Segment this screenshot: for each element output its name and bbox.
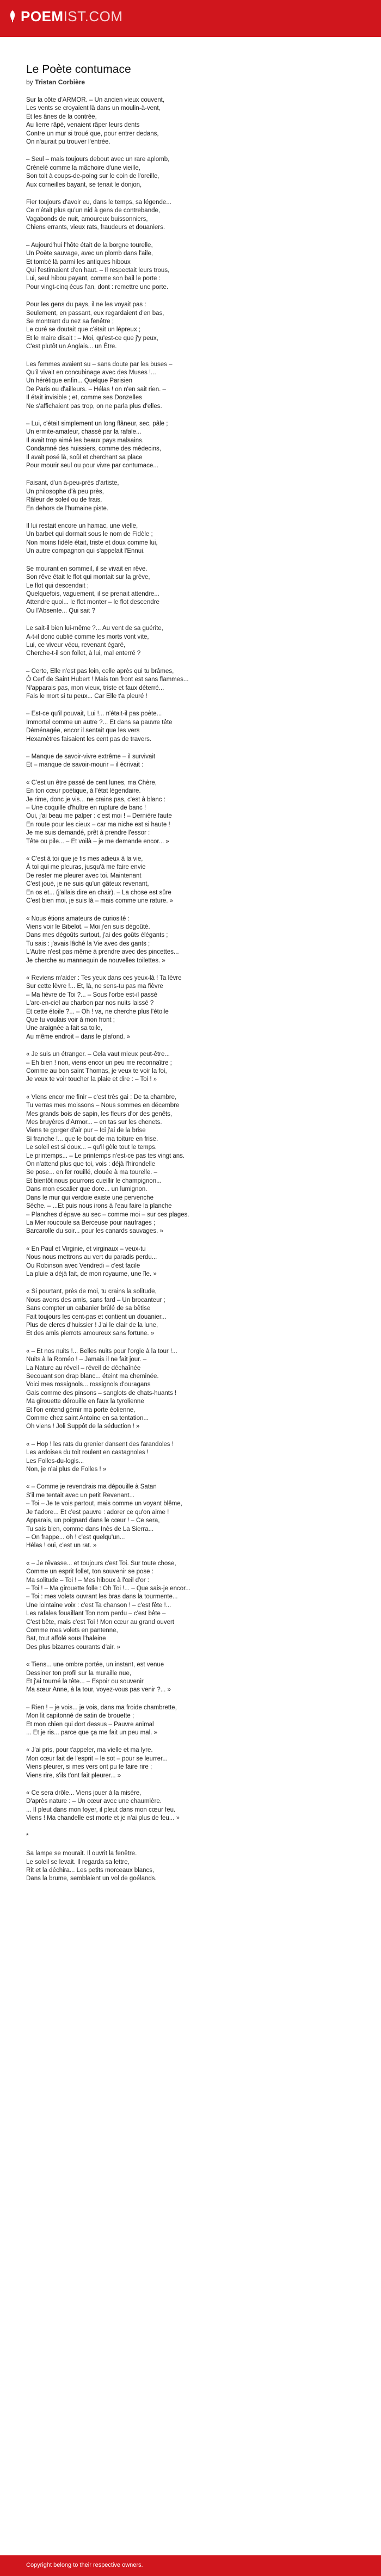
poem-line: ... Il pleut dans mon foyer, il pleut dans mon cœur feu.	[26, 1806, 176, 1813]
poem-line: Tu sais : j'avais lâché la Vie avec des gants ;	[26, 940, 150, 947]
poem-stanza	[26, 1789, 355, 1823]
poem-line: La Nature au réveil – réveil de déchaînée	[26, 1364, 141, 1372]
poem-line: – Manque de savoir-vivre extrême – il survivait	[26, 753, 156, 760]
poem-line: En os et... (j'allais dire en chair). – La chose est sûre	[26, 889, 171, 896]
poem-line: Apparais, un poignard dans le cœur ! – Ce sera,	[26, 1517, 160, 1524]
poem-line: N'apparais pas, mon vieux, triste et faux déterré...	[26, 684, 164, 691]
poem-line: Aux corneilles bayant, se tenait le donjon,	[26, 181, 142, 188]
poem-line: Un ermite-amateur, chassé par la rafale...	[26, 429, 142, 436]
poem-stanza	[26, 915, 355, 965]
poem-line: Pour les gens du pays, il ne les voyait pas :	[26, 301, 146, 308]
poem-stanza	[26, 1560, 355, 1652]
poem-line: Ma girouette dérouille en faux la tyrolienne	[26, 1398, 144, 1405]
poem-line: Le sait-il bien lui-même ?... Au vent de sa guérite,	[26, 625, 163, 632]
poem-line: Seulement, en passant, eux regardaient d'en bas,	[26, 310, 164, 317]
poem-line: En ton cœur poétique, à l'état légendaire.	[26, 788, 141, 795]
poem-line: Sans compter un cabanier brûlé de sa bêtise	[26, 1305, 151, 1312]
poem-line: Que tu voulais voir à mon front ;	[26, 1016, 115, 1023]
poem-line: D'après nature : – Un cœur avec une chaumière.	[26, 1798, 162, 1805]
poem-line: « C'est un être passé de cent lunes, ma Chère,	[26, 779, 157, 786]
poem-stanza	[26, 1850, 355, 1883]
poem-line: Déménagée, encor il sentait que les vers	[26, 727, 140, 734]
poem-line: Et bientôt nous pourrons cueillir le champignon...	[26, 1177, 162, 1184]
poem-line: L'Autre n'est pas même à prendre avec des pincettes...	[26, 949, 179, 956]
poem-line: A-t-il donc oublié comme les morts vont vite,	[26, 633, 149, 640]
poem-line: Le soleil est si doux... – qu'il gèle tout le temps.	[26, 1144, 157, 1151]
poem-line: Comme un esprit follet, ton souvenir se pose :	[26, 1568, 153, 1576]
poem-stanza	[26, 1832, 355, 1840]
poem-stanza	[26, 1288, 355, 1338]
poem-line: Mon lit capitonné de satin de brouette ;	[26, 1713, 134, 1720]
poem-line: Oui, j'ai beau me palper : c'est moi ! – Dernière faute	[26, 813, 172, 820]
poem-line: Condamné des huissiers, comme des médecins,	[26, 446, 162, 453]
poem-line: Et le maire disait : – Moi, qu'est-ce que j'y peux,	[26, 335, 158, 342]
poem-line: Les ardoises du toit roulent en castagnoles !	[26, 1449, 149, 1456]
poem-line: Les rafales fouaillant Ton nom perdu – c'est bête –	[26, 1610, 166, 1617]
poem-line: « Viens encor me finir – c'est très gai : De ta chambre,	[26, 1094, 177, 1101]
poem-line: Et j'ai tourné la tête... – Espoir ou souvenir	[26, 1678, 144, 1685]
poem-line: – Toi – Je te vois partout, mais comme un voyant blême,	[26, 1500, 182, 1508]
poem-line: « – Et nos nuits !... Belles nuits pour l'orgie à la tour !...	[26, 1348, 177, 1355]
poem-line: Crénelé comme la mâchoire d'une vieille,	[26, 164, 140, 171]
poem-line: Tu sais bien, comme dans Inès de La Sierra...	[26, 1525, 154, 1533]
poem-line: Râleur de soleil ou de frais,	[26, 497, 102, 504]
poem-line: Se pose... en fer rouillé, clouée à ma tourelle. –	[26, 1169, 158, 1176]
poem-stanza	[26, 420, 355, 470]
poem-line: Ne s'affichaient pas trop, on ne parla plus d'elles.	[26, 403, 162, 410]
poem-content	[26, 63, 355, 1893]
poem-line: Sur cette lèvre !... Et, là, ne sens-tu pas ma fièvre	[26, 983, 163, 990]
poem-line: Lui, seul hibou payant, comme son bail le porte :	[26, 275, 161, 282]
poem-line: À toi qui me pleuras, jusqu'à me faire envie	[26, 864, 146, 871]
poem-line: Ma sœur Anne, à la tour, voyez-vous pas venir ?... »	[26, 1687, 171, 1694]
quill-icon	[8, 10, 17, 23]
poem-line: C'est bête, mais c'est Toi ! Mon cœur au grand ouvert	[26, 1619, 174, 1626]
poem-stanza	[26, 242, 355, 292]
poem-line: Nuits à la Roméo ! – Jamais il ne fait jour. –	[26, 1356, 147, 1363]
poem-line: Rit et la déchira... Les petits morceaux blancs,	[26, 1867, 155, 1874]
poem-line: Ma solitude – Toi ! – Mes hiboux à l'œil d'or :	[26, 1577, 149, 1584]
poem-line: Un Poète sauvage, avec un plomb dans l'aile,	[26, 250, 153, 257]
poem-stanza	[26, 1661, 355, 1695]
poem-line: Voici mes rossignols... rossignols d'ouragans	[26, 1381, 151, 1388]
poem-line: « C'est à toi que je fis mes adieux à la vie,	[26, 856, 143, 863]
poem-line: « – Hop ! les rats du grenier dansent des farandoles !	[26, 1441, 174, 1448]
poem-stanza	[26, 779, 355, 846]
poem-stanza	[26, 625, 355, 658]
poem-stanza	[26, 1348, 355, 1431]
poem-line: Viens rire, s'ils t'ont fait pleurer... »	[26, 1772, 121, 1779]
poem-line: Non moins fidèle était, triste et doux comme lui,	[26, 539, 158, 546]
poem-line: La pluie a déjà fait, de mon royaume, une île. »	[26, 1270, 157, 1277]
poem-line: *	[26, 1832, 29, 1839]
poem-line: La Mer roucoule sa Berceuse pour naufrages ;	[26, 1219, 156, 1226]
poem-line: Vagabonds de nuit, amoureux buissonniers,	[26, 215, 148, 223]
poem-line: Mes bruyères d'Armor... – en tas sur les chenets.	[26, 1119, 162, 1126]
poem-line: Comme au bon saint Thomas, je veux te voir la foi,	[26, 1068, 167, 1074]
poem-stanza	[26, 1094, 355, 1236]
poem-line: Gais comme des pinsons – sanglots de chats-huants !	[26, 1389, 177, 1397]
poem-line: – Eh bien ! non, viens encor un peu me reconnaître ;	[26, 1059, 172, 1066]
poem-line: Viens voir le Bibelot. – Moi j'en suis dégoûté.	[26, 923, 150, 930]
poem-line: Lui, ce viveur vécu, revenant égaré,	[26, 641, 126, 648]
poem-line: Son rêve était le flot qui montait sur la grève,	[26, 574, 150, 581]
poem-line: Faisant, d'un à-peu-près d'artiste,	[26, 480, 119, 487]
poem-line: Mes grands bois de sapin, les fleurs d'or des genêts,	[26, 1110, 173, 1117]
poem-line: Je veux te voir toucher la plaie et dire : – Toi ! »	[26, 1076, 157, 1083]
poem-line: Plus de clercs d'huissier ! J'ai le clair de la lune,	[26, 1321, 158, 1329]
poem-line: « Reviens m'aider : Tes yeux dans ces yeux-là ! Ta lèvre	[26, 974, 182, 981]
poem-line: Dessiner ton profil sur la muraille nue,	[26, 1670, 132, 1677]
poem-line: Au lierre râpé, venaient râper leurs dents	[26, 122, 140, 129]
poem-title: Le Poète contumace	[26, 63, 131, 76]
poem-line: ... Et je ris... parce que ça me fait un peu mal. »	[26, 1729, 157, 1737]
poem-line: Fais le mort si tu peux... Car Elle t'a pleuré !	[26, 693, 148, 700]
poem-line: Je t'adore... Et c'est pauvre : adorer ce qu'on aime !	[26, 1509, 169, 1516]
poem-line: Dans le mur qui verdoie existe une pervenche	[26, 1194, 153, 1201]
poem-line: Les femmes avaient su – sans doute par les buses –	[26, 361, 173, 368]
poem-line: Se montrant du nez sa fenêtre ;	[26, 318, 114, 325]
poem-line: Son toit à coups-de-poing sur le coin de l'oreille,	[26, 173, 159, 180]
poem-line: En dehors de l'humaine piste.	[26, 505, 109, 512]
poem-line: En route pour les cieux – car ma niche est si haute !	[26, 821, 170, 828]
poem-line: – Aujourd'hui l'hôte était de la borgne tourelle,	[26, 242, 153, 249]
poem-line: « Je suis un étranger. – Cela vaut mieux peut-être...	[26, 1051, 170, 1058]
poem-line: « Tiens... une ombre portée, un instant, est venue	[26, 1661, 164, 1669]
poem-line: Dans mes dégoûts surtout, j'ai des goûts élégants ;	[26, 932, 168, 939]
poem-line: L'arc-en-ciel au charbon par nos nuits laissé ?	[26, 1000, 154, 1007]
poem-line: Un barbet qui dormait sous le nom de Fidèle ;	[26, 531, 153, 538]
logo-wordmark-suffix: IST.COM	[63, 8, 123, 24]
poem-line: Il avait posé là, soûl et cherchant sa place	[26, 454, 143, 461]
poem-line: Ou Robinson avec Vendredi – c'est facile	[26, 1262, 140, 1269]
poem-line: Mon cœur fait de l'esprit – le sot – pour se leurrer...	[26, 1755, 168, 1762]
poem-line: Viens te gorger d'air pur – Ici j'ai de la brise	[26, 1127, 146, 1134]
poem-line: Pour vingt-cinq écus l'an, dont : remettre une porte.	[26, 283, 169, 291]
site-header	[0, 0, 381, 37]
poem-line: Et – manque de savoir-mourir – il écrivait :	[26, 762, 144, 769]
poem-stanza	[26, 1245, 355, 1279]
poem-line: « Si pourtant, près de moi, tu crains la solitude,	[26, 1288, 157, 1295]
poem-line: De Paris ou d'ailleurs. – Hélas ! on n'en sait rien. –	[26, 386, 166, 393]
poem-stanza	[26, 199, 355, 232]
poem-line: Si franche !... que le bout de ma toiture en frise.	[26, 1135, 158, 1142]
poem-line: Le curé se doutait que c'était un lépreux ;	[26, 326, 140, 333]
poem-line: Il avait trop aimé les beaux pays malsains.	[26, 437, 144, 444]
poem-line: On n'attend plus que toi, vois : déjà l'hirondelle	[26, 1161, 156, 1168]
poem-line: Un hérétique enfin... Quelque Parisien	[26, 378, 132, 385]
site-footer	[0, 2555, 381, 2576]
poem-line: – Est-ce qu'il pouvait, Lui !... n'était-il pas poète...	[26, 711, 162, 718]
poem-line: « J'ai pris, pour t'appeler, ma vielle et ma lyre.	[26, 1747, 153, 1754]
poem-line: Ô Cerf de Saint Hubert ! Mais ton front est sans flammes...	[26, 676, 189, 683]
poem-line: Qu'il vivait en concubinage avec des Muses !...	[26, 369, 156, 376]
poem-line: Immortel comme un autre ?... Et dans sa pauvre tête	[26, 719, 173, 726]
poem-stanza	[26, 974, 355, 1041]
author-name[interactable]: Tristan Corbière	[35, 78, 85, 86]
poem-line: Sèche. – ...Et puis nous irons à l'eau faire la planche	[26, 1203, 172, 1210]
poem-stanza	[26, 1051, 355, 1084]
poem-line: De rester me pleurer avec toi. Maintenant	[26, 872, 142, 879]
poem-line: Dans mon escalier que dore... un lumignon.	[26, 1186, 148, 1193]
poem-line: Oh viens ! Joli Suppôt de la séduction ! »	[26, 1423, 140, 1430]
poem-line: Et les ânes de la contrée,	[26, 113, 97, 120]
poem-line: – Certe, Elle n'est pas loin, celle après qui tu brâmes,	[26, 668, 174, 675]
poem-line: C'est plutôt un Anglais... un Être.	[26, 343, 117, 350]
poem-stanza	[26, 668, 355, 701]
poem-stanza	[26, 753, 355, 770]
poem-stanza	[26, 156, 355, 189]
poem-line: – Toi ! – Ma girouette folle : Oh Toi !... – Que sais-je encor...	[26, 1585, 190, 1592]
poem-stanza	[26, 479, 355, 513]
poem-line: Viens pleurer, si mes vers ont pu te faire rire ;	[26, 1764, 152, 1771]
poem-line: Hélas ! oui, c'est un rat. »	[26, 1542, 97, 1549]
poem-line: – Toi : mes volets ouvrant les bras dans la tourmente...	[26, 1593, 178, 1601]
poem-line: S'il me tentait avec un petit Revenant...	[26, 1492, 135, 1499]
poem-line: Et cette étoile ?... – Oh ! va, ne cherche plus l'étoile	[26, 1008, 169, 1015]
poem-line: Il était invisible ; et, comme ses Donzelles	[26, 394, 142, 401]
poem-line: Nous nous mettrons au vert du paradis perdu...	[26, 1254, 157, 1261]
poem-line: Hexamètres faisaient les cent pas de travers.	[26, 736, 152, 743]
poem-line: C'est joué, je ne suis qu'un gâteux revenant,	[26, 881, 149, 888]
poem-line: Et tombé là parmi les antiques hiboux	[26, 258, 131, 265]
poem-line: – On frappe... oh ! c'est quelqu'un...	[26, 1534, 125, 1541]
site-logo[interactable]	[8, 9, 123, 23]
poem-line: Un philosophe d'à peu près,	[26, 488, 104, 495]
poem-line: Qui l'estimaient d'en haut. – Il respectait leurs trous,	[26, 267, 170, 274]
poem-line: Se mourant en sommeil, il se vivait en rêve.	[26, 565, 148, 572]
poem-line: Non, je n'ai plus de Folles ! »	[26, 1466, 107, 1473]
poem-line: Et mon chien qui dort dessus – Pauvre animal	[26, 1721, 154, 1728]
poem-line: Le flot qui descendait ;	[26, 582, 89, 589]
logo-wordmark-main: POEM	[21, 8, 64, 24]
poem-line: Fier toujours d'avoir eu, dans le temps, sa légende...	[26, 199, 171, 206]
poem-byline	[26, 78, 355, 87]
poem-line: Au même endroit – dans le plafond. »	[26, 1033, 131, 1040]
poem-line: Quelquefois, vaguement, il se prenait attendre...	[26, 590, 159, 597]
poem-line: Je rime, donc je vis... ne crains pas, c'est à blanc :	[26, 796, 165, 803]
poem-line: Comme chez saint Antoine en sa tentation...	[26, 1415, 149, 1422]
poem-line: « – Je rêvasse... et toujours c'est Toi. Sur toute chose,	[26, 1560, 176, 1567]
poem-line: Fait toujours les cent-pas et contient un douanier...	[26, 1313, 167, 1320]
logo-wordmark	[21, 9, 123, 23]
poem-line: Nous avons des amis, sans fard – Un brocanteur ;	[26, 1296, 165, 1304]
poem-line: Le soleil se levait. Il regarda sa lettre,	[26, 1858, 130, 1865]
poem-stanza	[26, 710, 355, 744]
poem-line: Et des amis pierrots amoureux sans fortune. »	[26, 1330, 155, 1337]
poem-line: – Planches d'épave au sec – comme moi – sur ces plages.	[26, 1211, 189, 1218]
poem-line: Attendre quoi... le flot monter – le flot descendre	[26, 599, 159, 606]
poem-stanza	[26, 301, 355, 351]
poem-line: Tu verras mes moissons – Nous sommes en décembre	[26, 1102, 180, 1109]
poem-line: – Ma fièvre de Toi ?... – Sous l'orbe est-il passé	[26, 991, 158, 998]
poem-line: – Rien ! – je vois... je vois, dans ma froide chambrette,	[26, 1704, 177, 1711]
poem-line: Sur la côte d'ARMOR. – Un ancien vieux couvent,	[26, 97, 165, 103]
poem-stanza	[26, 855, 355, 905]
poem-line: Comme mes volets en pantenne,	[26, 1627, 118, 1634]
poem-line: « Ce sera drôle... Viens jouer à la misère,	[26, 1790, 142, 1797]
poem-line: « – Comme je revendrais ma dépouille à Satan	[26, 1484, 157, 1491]
poem-line: Chiens errants, vieux rats, fraudeurs et douaniers.	[26, 224, 165, 231]
copyright-notice: Copyright belong to their respective owners.	[26, 2562, 143, 2568]
poem-line: Ou l'Absente... Qui sait ?	[26, 607, 95, 614]
poem-line: « En Paul et Virginie, et virginaux – veux-tu	[26, 1245, 146, 1252]
poem-line: Le printemps... – Le printemps n'est-ce pas tes vingt ans.	[26, 1152, 185, 1159]
poem-line: « Nous étions amateurs de curiosité :	[26, 915, 130, 922]
poem-stanza	[26, 96, 355, 146]
poem-line: – Seul – mais toujours debout avec un rare aplomb,	[26, 156, 170, 163]
poem-line: – Lui, c'était simplement un long flâneur, sec, pâle ;	[26, 421, 168, 427]
poem-line: Secouant son drap blanc... éteint ma cheminée.	[26, 1373, 159, 1380]
poem-line: Barcarolle du soir... pour les canards sauvages. »	[26, 1228, 163, 1235]
poem-line: Bat, tout affolé sous l'haleine	[26, 1635, 106, 1642]
poem-body	[26, 96, 355, 1883]
poem-line: Un autre compagnon qui s'appelait l'Ennui.	[26, 548, 145, 555]
poem-stanza	[26, 565, 355, 615]
poem-stanza	[26, 1704, 355, 1738]
poem-line: Contre un mur si troué que, pour entrer dedans,	[26, 130, 159, 137]
poem-stanza	[26, 1483, 355, 1550]
poem-stanza	[26, 361, 355, 411]
poem-stanza	[26, 1441, 355, 1474]
poem-stanza	[26, 522, 355, 556]
poem-line: Pour mourir seul ou pour vivre par contumace...	[26, 462, 158, 470]
poem-line: On n'aurait pu trouver l'entrée.	[26, 139, 110, 146]
poem-line: Je cherche au mannequin de nouvelles toilettes. »	[26, 957, 165, 964]
poem-line: Dans la brume, semblaient un vol de goélands.	[26, 1875, 157, 1882]
poem-line: Tête ou pile... – Et voilà – je me demande encor... »	[26, 838, 169, 845]
poem-line: Viens ! Ma chandelle est morte et je n'ai plus de feu... »	[26, 1815, 180, 1822]
poem-line: – Une coquille d'huître en rupture de banc !	[26, 805, 146, 812]
poem-line: Cherche-t-il son follet, à lui, mal enterré ?	[26, 650, 141, 657]
poem-line: Sa lampe se mourait. Il ouvrit la fenêtre.	[26, 1850, 137, 1857]
poem-line: Une lointaine voix : c'est Ta chanson ! – c'est fête !...	[26, 1602, 171, 1609]
poem-line: C'est bien moi, je suis là – mais comme une rature. »	[26, 898, 174, 905]
poem-line: Je me suis demandé, prêt à prendre l'essor :	[26, 830, 150, 837]
byline-prefix: by	[26, 78, 33, 86]
poem-line: Les Folles-du-logis...	[26, 1457, 84, 1465]
poem-line: Il lui restait encore un hamac, une vielle,	[26, 523, 138, 530]
poem-stanza	[26, 1746, 355, 1780]
poem-line: Les vents se croyaient là dans un moulin-à-vent,	[26, 105, 161, 112]
poem-line: Et l'on entend gémir ma porte éolienne,	[26, 1406, 136, 1413]
poem-line: Des plus bizarres courants d'air. »	[26, 1644, 120, 1651]
poem-line: Une araignée a fait sa toile,	[26, 1025, 103, 1032]
poem-line: Ce n'était plus qu'un nid à gens de contrebande,	[26, 207, 161, 214]
